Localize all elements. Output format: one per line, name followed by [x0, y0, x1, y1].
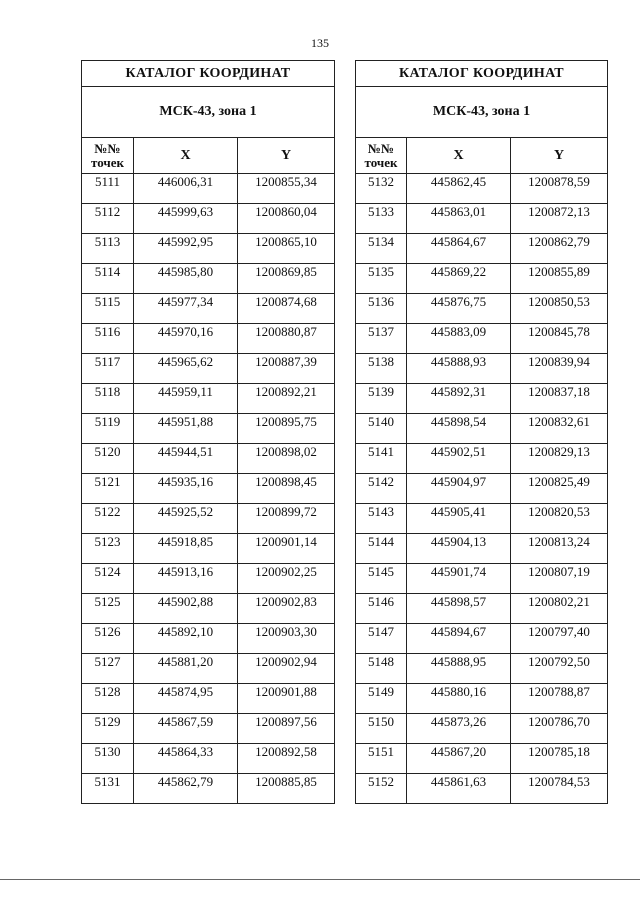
y-coordinate-cell: 1200901,88: [238, 684, 335, 714]
point-number-cell: 5147: [356, 624, 407, 654]
table-row: [356, 384, 608, 414]
x-coordinate-cell: 445867,59: [134, 714, 238, 744]
table-row: [82, 564, 335, 594]
table-row: [356, 414, 608, 444]
table-row: [82, 474, 335, 504]
y-coordinate-cell: 1200855,89: [511, 264, 608, 294]
x-coordinate-cell: 445902,88: [134, 594, 238, 624]
footer-divider: [0, 879, 640, 880]
point-number-cell: 5133: [356, 204, 407, 234]
table-row: [82, 594, 335, 624]
x-coordinate-cell: 445959,11: [134, 384, 238, 414]
table-row: [356, 534, 608, 564]
x-coordinate-cell: 445944,51: [134, 444, 238, 474]
y-coordinate-cell: 1200887,39: [238, 354, 335, 384]
x-coordinate-cell: 445864,33: [134, 744, 238, 774]
table-row: [356, 744, 608, 774]
table-row: [356, 294, 608, 324]
header-points: [356, 138, 407, 174]
page-number: 135: [311, 36, 329, 50]
y-coordinate-cell: 1200869,85: [238, 264, 335, 294]
x-coordinate-cell: 446006,31: [134, 174, 238, 204]
y-coordinate-cell: 1200892,58: [238, 744, 335, 774]
x-coordinate-cell: 445869,22: [407, 264, 511, 294]
y-coordinate-cell: 1200829,13: [511, 444, 608, 474]
x-coordinate-cell: 445876,75: [407, 294, 511, 324]
table-row: [356, 354, 608, 384]
coordinate-system-zone: МСК-43, зона 1: [82, 87, 335, 138]
point-number-cell: 5125: [82, 594, 134, 624]
point-number-cell: 5122: [82, 504, 134, 534]
y-coordinate-cell: 1200802,21: [511, 594, 608, 624]
table-row: [356, 444, 608, 474]
x-coordinate-cell: 445892,31: [407, 384, 511, 414]
y-coordinate-cell: 1200865,10: [238, 234, 335, 264]
table-row: [82, 204, 335, 234]
y-coordinate-cell: 1200903,30: [238, 624, 335, 654]
y-coordinate-cell: 1200860,04: [238, 204, 335, 234]
table-row: [82, 654, 335, 684]
point-number-cell: 5145: [356, 564, 407, 594]
point-number-cell: 5149: [356, 684, 407, 714]
y-coordinate-cell: 1200902,25: [238, 564, 335, 594]
x-coordinate-cell: 445951,88: [134, 414, 238, 444]
point-number-cell: 5140: [356, 414, 407, 444]
y-coordinate-cell: 1200788,87: [511, 684, 608, 714]
x-coordinate-cell: 445925,52: [134, 504, 238, 534]
table-row: [356, 264, 608, 294]
y-coordinate-cell: 1200892,21: [238, 384, 335, 414]
point-number-cell: 5135: [356, 264, 407, 294]
point-number-cell: 5114: [82, 264, 134, 294]
y-coordinate-cell: 1200878,59: [511, 174, 608, 204]
table-row: [356, 474, 608, 504]
y-coordinate-cell: 1200825,49: [511, 474, 608, 504]
y-coordinate-cell: 1200885,85: [238, 774, 335, 804]
x-coordinate-cell: 445918,85: [134, 534, 238, 564]
x-coordinate-cell: 445992,95: [134, 234, 238, 264]
y-coordinate-cell: 1200872,13: [511, 204, 608, 234]
y-coordinate-cell: 1200785,18: [511, 744, 608, 774]
y-coordinate-cell: 1200902,94: [238, 654, 335, 684]
point-number-cell: 5126: [82, 624, 134, 654]
y-coordinate-cell: 1200797,40: [511, 624, 608, 654]
coordinate-catalog-table-right: [355, 60, 608, 804]
x-coordinate-cell: 445892,10: [134, 624, 238, 654]
x-coordinate-cell: 445873,26: [407, 714, 511, 744]
point-number-cell: 5115: [82, 294, 134, 324]
x-coordinate-cell: 445905,41: [407, 504, 511, 534]
table-row: [82, 714, 335, 744]
table-row: [82, 744, 335, 774]
y-coordinate-cell: 1200874,68: [238, 294, 335, 324]
point-number-cell: 5134: [356, 234, 407, 264]
header-points: [82, 138, 134, 174]
y-coordinate-cell: 1200813,24: [511, 534, 608, 564]
x-coordinate-cell: 445894,67: [407, 624, 511, 654]
point-number-cell: 5128: [82, 684, 134, 714]
table-row: [82, 324, 335, 354]
x-coordinate-cell: 445862,79: [134, 774, 238, 804]
point-number-cell: 5129: [82, 714, 134, 744]
x-coordinate-cell: 445874,95: [134, 684, 238, 714]
point-number-cell: 5130: [82, 744, 134, 774]
table-row: [82, 264, 335, 294]
y-coordinate-cell: 1200832,61: [511, 414, 608, 444]
point-number-cell: 5137: [356, 324, 407, 354]
y-coordinate-cell: 1200786,70: [511, 714, 608, 744]
x-coordinate-cell: 445898,54: [407, 414, 511, 444]
x-coordinate-cell: 445864,67: [407, 234, 511, 264]
point-number-cell: 5118: [82, 384, 134, 414]
point-number-cell: 5127: [82, 654, 134, 684]
header-y: Y: [511, 138, 608, 174]
y-coordinate-cell: 1200845,78: [511, 324, 608, 354]
table-row: [82, 414, 335, 444]
x-coordinate-cell: 445935,16: [134, 474, 238, 504]
x-coordinate-cell: 445904,97: [407, 474, 511, 504]
y-coordinate-cell: 1200899,72: [238, 504, 335, 534]
x-coordinate-cell: 445888,93: [407, 354, 511, 384]
point-number-cell: 5136: [356, 294, 407, 324]
point-number-cell: 5112: [82, 204, 134, 234]
x-coordinate-cell: 445985,80: [134, 264, 238, 294]
point-number-cell: 5119: [82, 414, 134, 444]
point-number-cell: 5146: [356, 594, 407, 624]
table-row: [82, 684, 335, 714]
x-coordinate-cell: 445977,34: [134, 294, 238, 324]
table-row: [82, 774, 335, 804]
x-coordinate-cell: 445902,51: [407, 444, 511, 474]
y-coordinate-cell: 1200820,53: [511, 504, 608, 534]
header-points-line1: №№: [94, 140, 121, 156]
y-coordinate-cell: 1200784,53: [511, 774, 608, 804]
coordinate-catalog-table-left: [81, 60, 335, 804]
x-coordinate-cell: 445861,63: [407, 774, 511, 804]
header-y: Y: [238, 138, 335, 174]
y-coordinate-cell: 1200895,75: [238, 414, 335, 444]
y-coordinate-cell: 1200897,56: [238, 714, 335, 744]
point-number-cell: 5138: [356, 354, 407, 384]
y-coordinate-cell: 1200862,79: [511, 234, 608, 264]
table-row: [356, 774, 608, 804]
point-number-cell: 5152: [356, 774, 407, 804]
table-row: [82, 354, 335, 384]
x-coordinate-cell: 445999,63: [134, 204, 238, 234]
table-row: [82, 174, 335, 204]
table-title: КАТАЛОГ КООРДИНАТ: [356, 61, 608, 87]
x-coordinate-cell: 445913,16: [134, 564, 238, 594]
x-coordinate-cell: 445881,20: [134, 654, 238, 684]
x-coordinate-cell: 445862,45: [407, 174, 511, 204]
y-coordinate-cell: 1200807,19: [511, 564, 608, 594]
table-row: [356, 594, 608, 624]
point-number-cell: 5120: [82, 444, 134, 474]
point-number-cell: 5141: [356, 444, 407, 474]
point-number-cell: 5148: [356, 654, 407, 684]
point-number-cell: 5121: [82, 474, 134, 504]
header-x: X: [134, 138, 238, 174]
point-number-cell: 5116: [82, 324, 134, 354]
point-number-cell: 5111: [82, 174, 134, 204]
point-number-cell: 5139: [356, 384, 407, 414]
coordinate-system-zone: МСК-43, зона 1: [356, 87, 608, 138]
point-number-cell: 5123: [82, 534, 134, 564]
y-coordinate-cell: 1200792,50: [511, 654, 608, 684]
point-number-cell: 5142: [356, 474, 407, 504]
table-row: [82, 504, 335, 534]
header-points-line2: точек: [91, 154, 124, 170]
table-title: КАТАЛОГ КООРДИНАТ: [82, 61, 335, 87]
table-row: [356, 234, 608, 264]
table-row: [82, 384, 335, 414]
table-row: [356, 714, 608, 744]
y-coordinate-cell: 1200850,53: [511, 294, 608, 324]
table-row: [356, 204, 608, 234]
x-coordinate-cell: 445965,62: [134, 354, 238, 384]
table-row: [356, 504, 608, 534]
header-points-line2: точек: [364, 154, 398, 170]
point-number-cell: 5117: [82, 354, 134, 384]
x-coordinate-cell: 445901,74: [407, 564, 511, 594]
table-row: [356, 654, 608, 684]
point-number-cell: 5151: [356, 744, 407, 774]
table-row: [82, 624, 335, 654]
point-number-cell: 5124: [82, 564, 134, 594]
y-coordinate-cell: 1200898,45: [238, 474, 335, 504]
point-number-cell: 5131: [82, 774, 134, 804]
header-points-line1: №№: [367, 140, 395, 156]
y-coordinate-cell: 1200880,87: [238, 324, 335, 354]
y-coordinate-cell: 1200837,18: [511, 384, 608, 414]
y-coordinate-cell: 1200898,02: [238, 444, 335, 474]
table-row: [82, 294, 335, 324]
point-number-cell: 5143: [356, 504, 407, 534]
x-coordinate-cell: 445883,09: [407, 324, 511, 354]
table-row: [82, 534, 335, 564]
table-row: [356, 564, 608, 594]
point-number-cell: 5144: [356, 534, 407, 564]
x-coordinate-cell: 445888,95: [407, 654, 511, 684]
table-row: [82, 444, 335, 474]
table-row: [356, 684, 608, 714]
y-coordinate-cell: 1200855,34: [238, 174, 335, 204]
table-row: [356, 624, 608, 654]
x-coordinate-cell: 445904,13: [407, 534, 511, 564]
y-coordinate-cell: 1200901,14: [238, 534, 335, 564]
table-row: [82, 234, 335, 264]
point-number-cell: 5113: [82, 234, 134, 264]
x-coordinate-cell: 445867,20: [407, 744, 511, 774]
header-x: X: [407, 138, 511, 174]
x-coordinate-cell: 445863,01: [407, 204, 511, 234]
x-coordinate-cell: 445898,57: [407, 594, 511, 624]
table-row: [356, 324, 608, 354]
point-number-cell: 5132: [356, 174, 407, 204]
x-coordinate-cell: 445880,16: [407, 684, 511, 714]
point-number-cell: 5150: [356, 714, 407, 744]
y-coordinate-cell: 1200902,83: [238, 594, 335, 624]
table-row: [356, 174, 608, 204]
x-coordinate-cell: 445970,16: [134, 324, 238, 354]
y-coordinate-cell: 1200839,94: [511, 354, 608, 384]
